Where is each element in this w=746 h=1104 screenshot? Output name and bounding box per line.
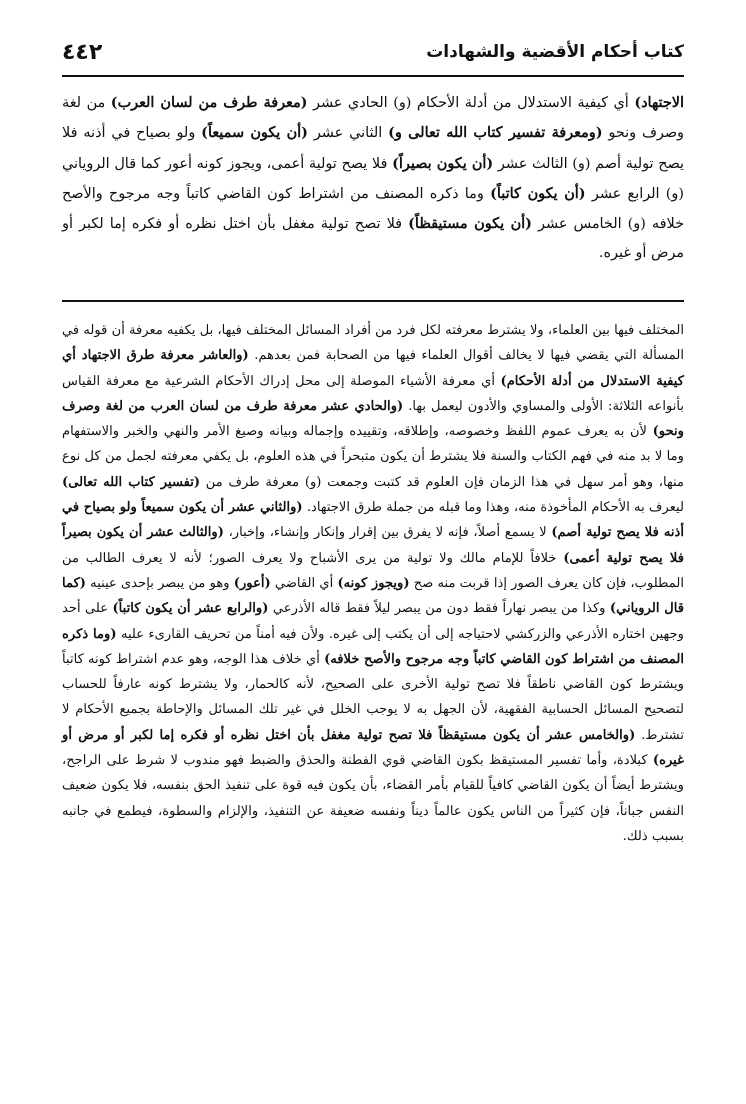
matn-segment: (أن يكون بصيراً) xyxy=(392,154,494,172)
sharh-segment: (والرابع عشر أن يكون كاتباً) xyxy=(112,601,269,617)
matn-segment: الثاني عشر xyxy=(307,125,389,142)
sharh-segment: المختلف فيها بين العلماء، ولا يشترط معرفته لكل فرد من أفراد المسائل المختلف فيها، بل يكفيه معرفة أن قوله في المسألة التي يقضي فيها لا يخالف أقوال العلماء فيها من الصحابة فمن بعدهم. xyxy=(62,323,684,364)
matn-text xyxy=(62,88,684,269)
header-rule xyxy=(62,75,684,77)
section-divider xyxy=(62,300,684,302)
matn-segment: ولو بصياح في أذنه فلا يصح تولية أصم (و) الثالث عشر xyxy=(62,125,684,172)
sharh-segment: (والثاني عشر أن يكون سميعاً ولو بصياح في أذنه فلا يصح تولية أصم) xyxy=(62,500,684,541)
matn-segment: أي كيفية الاستدلال من أدلة الأحكام (و) الحادي عشر xyxy=(307,95,635,111)
matn-segment: (أن يكون مستيقظاً) xyxy=(408,215,532,233)
sharh-segment: ليعرف به الأحكام المأخوذة منه، وهذا وما قبله من جملة طرق الاجتهاد. xyxy=(302,500,684,516)
sharh-segment: (والخامس عشر أن يكون مستيقظاً فلا تصح تولية مغفل بأن اختل نظره أو فكره إما لكبر أو مرض أو غيره) xyxy=(62,727,684,769)
sharh-segment: خلافاً للإمام مالك ولا تولية من يرى الأشباح ولا يعرف الصور؛ لأنه لا يعرف الطالب من المطلوب، فإن كان يعرف الصور إذا قربت منه صح xyxy=(62,550,684,591)
matn-segment: (أن يكون كاتباً) xyxy=(490,184,586,202)
sharh-segment: (تفسير كتاب الله تعالى) xyxy=(62,474,201,490)
matn-segment: وما ذكره المصنف من اشتراط كون القاضي كاتباً وجه مرجوح والأصح خلافه (و) الخامس عشر xyxy=(62,185,685,233)
sharh-segment: (والثالث عشر أن يكون بصيراً فلا يصح تولية أعمى) xyxy=(62,525,684,566)
page-header xyxy=(62,40,684,72)
matn-segment: (أن يكون سميعاً) xyxy=(201,124,308,142)
running-title: كتاب أحكام الأقضية والشهادات xyxy=(426,42,684,62)
sharh-segment: على أحد وجهين اختاره الأذرعي والزركشي لاحتياجه إلى أن يكتب إلى غيره. ولأن فيه أمناً من تحريف القارىء عليه xyxy=(62,601,684,642)
sharh-segment: (كما قال الروياني) xyxy=(62,575,684,617)
sharh-segment: (والعاشر معرفة طرق الاجتهاد أي كيفية الاستدلال من أدلة الأحكام) xyxy=(62,348,684,389)
matn-paragraph xyxy=(62,88,684,269)
sharh-paragraph xyxy=(62,318,684,849)
sharh-commentary xyxy=(62,318,684,849)
matn-segment: من لغة وصرف ونحو xyxy=(62,95,684,142)
sharh-segment: أي خلاف هذا الوجه، وهو عدم اشتراط كونه كاتباً ويشترط كون القاضي ناطقاً فلا تصح تولية الأخرى على الصحيح، لأنه كالحمار، ولا يشترط كونه عارفاً للحساب لتصحيح المسائل الحسابية الفقهية، لأن الجهل به لا يوجب الخلل في غير تلك المسائل والإحاطة بجميع الأحكام لا تشترط. xyxy=(62,651,685,743)
sharh-segment: (وما ذكره المصنف من اشتراط كون القاضي كاتباً وجه مرجوح والأصح خلافه) xyxy=(62,626,685,667)
sharh-segment: (أعور) xyxy=(233,575,271,591)
matn-segment: (معرفة طرف من لسان العرب) xyxy=(110,94,308,111)
sharh-segment: أي معرفة الأشياء الموصلة إلى محل إدراك الأحكام الشرعية مع معرفة القياس بأنواعه الثلاثة: الأولى والمساوي والأدون ليعمل بها. xyxy=(62,373,684,414)
sharh-segment: وكذا من يبصر نهاراً فقط دون من يبصر ليلاً فقط قاله الأذرعي xyxy=(268,601,610,617)
matn-segment: فلا يصح تولية أعمى، ويجوز كونه أعور كما قال الروياني (و) الرابع عشر xyxy=(62,155,684,202)
sharh-segment: أي القاضي xyxy=(270,575,338,591)
sharh-segment: لا يسمع أصلاً، فإنه لا يفرق بين إقرار وإنكار وإنشاء، وإخبار، xyxy=(223,525,552,541)
sharh-segment: (ويجوز كونه) xyxy=(337,575,410,591)
sharh-segment: (والحادي عشر معرفة طرف من لسان العرب من لغة وصرف ونحو) xyxy=(62,398,684,440)
sharh-segment: كبلادة، وأما تفسير المستيقظ بكون القاضي قوي الفطنة والحذق والضبط فهو مندوب لا شرط على الراجح، ويشترط أيضاً أن يكون القاضي كافياً للقيام بأمر القضاء، بأن يكون فيه قوة على تنفيذ الحق بنفسه، فلا يكون ضعيف النفس جباناً، فإن كثيراً من الناس يكون عالماً ديناً ونفسه ضعيفة عن التنفيذ، والإلزام والسطوة، فيطمع في جانبه بسبب ذلك. xyxy=(62,753,684,844)
sharh-segment: لأن به يعرف عموم اللفظ وخصوصه، وإطلاقه، وتقييده وإجماله وبيانه وصيغ الأمر والنهي والخبر والاستفهام وما لا بد منه في فهم الكتاب والسنة فلا يشترط أن يكون متبحراً في هذه العلوم، بل يكفي معرفته لجمل من كل نوع منها، وهو أمر سهل في هذا الزمان فإن العلوم قد كتبت وجمعت (و) معرفة طرف من xyxy=(62,424,684,490)
matn-segment: الاجتهاد) xyxy=(634,94,684,111)
page-number: ٤٤٢ xyxy=(62,40,103,65)
sharh-segment: وهو من يبصر بإحدى عينيه xyxy=(86,575,234,591)
matn-segment: (ومعرفة تفسير كتاب الله تعالى و) xyxy=(388,124,603,142)
matn-segment: فلا تصح تولية مغفل بأن اختل نظره أو فكره إما لكبر أو مرض أو غيره. xyxy=(62,216,684,262)
